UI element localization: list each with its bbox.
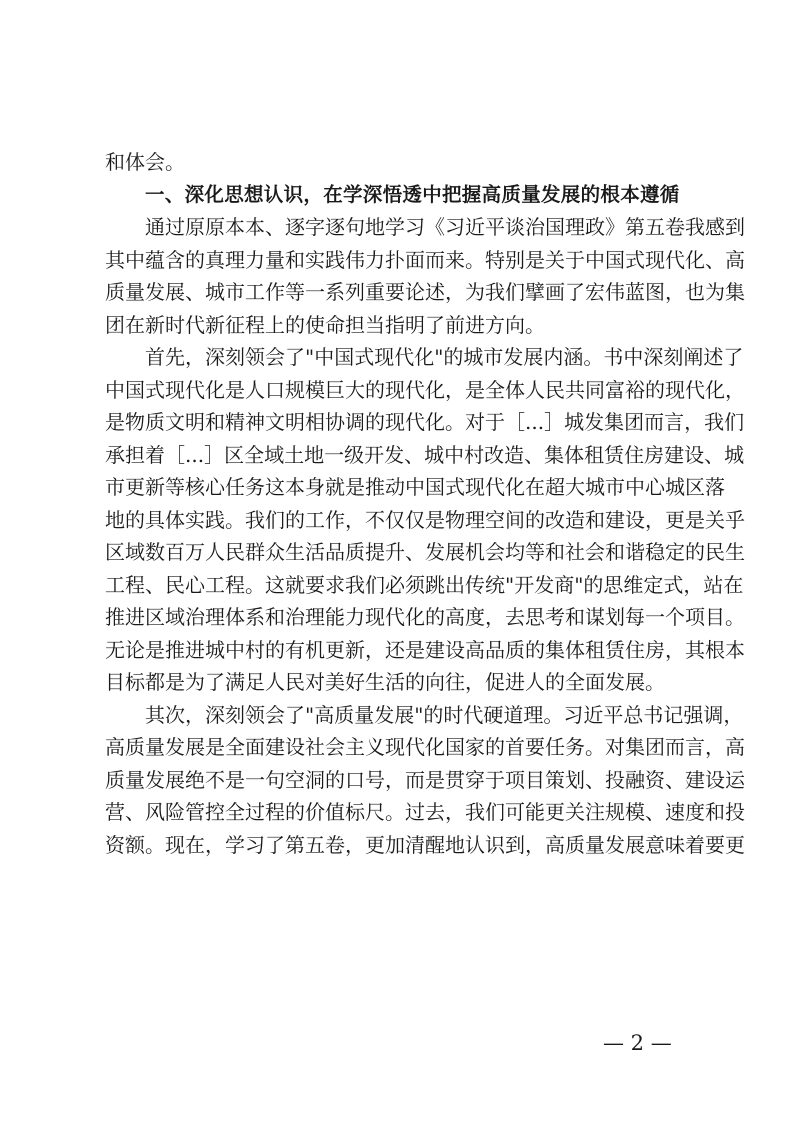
- text-line: 是物质文明和精神文明相协调的现代化。对于［...］城发集团而言，我们: [105, 410, 745, 434]
- text-line: 市更新等核心任务这本身就是推动中国式现代化在超大城市中心城区落: [105, 475, 725, 499]
- page-number: — 2 —: [603, 1031, 672, 1055]
- document-body: [105, 146, 745, 861]
- text-line: 承担着［...］区全域土地一级开发、城中村改造、集体租赁住房建设、城: [105, 442, 745, 467]
- text-line: 质量发展绝不是一句空洞的口号，而是贯穿于项目策划、投融资、建设运: [105, 767, 745, 792]
- section-heading: 一、深化思想认识，在学深悟透中把握高质量发展的根本遵循: [145, 182, 680, 206]
- text-line: 通过原原本本、逐字逐句地学习《习近平谈治国理政》第五卷我感到: [145, 215, 745, 239]
- text-line: 目标都是为了满足人民对美好生活的向往，促进人的全面发展。: [105, 670, 665, 694]
- text-line: 质量发展、城市工作等一系列重要论述，为我们擘画了宏伟蓝图，也为集: [105, 280, 745, 304]
- text-line: 其中蕴含的真理力量和实践伟力扑面而来。特别是关于中国式现代化、高: [105, 247, 745, 272]
- text-line: 其次，深刻领会了"高质量发展"的时代硬道理。习近平总书记强调，: [145, 702, 744, 727]
- text-line: 营、风险管控全过程的价值标尺。过去，我们可能更关注规模、速度和投: [105, 800, 745, 824]
- text-line: 和体会。: [105, 150, 185, 174]
- text-line: 资额。现在，学习了第五卷，更加清醒地认识到，高质量发展意味着要更: [105, 832, 745, 857]
- text-line: 无论是推进城中村的有机更新，还是建设高品质的集体租赁住房，其根本: [105, 637, 745, 662]
- text-line: 区域数百万人民群众生活品质提升、发展机会均等和社会和谐稳定的民生: [105, 540, 745, 564]
- text-line: 首先，深刻领会了"中国式现代化"的城市发展内涵。书中深刻阐述了: [145, 345, 744, 369]
- text-line: 团在新时代新征程上的使命担当指明了前进方向。: [105, 312, 545, 337]
- text-line: 中国式现代化是人口规模巨大的现代化，是全体人民共同富裕的现代化，: [105, 377, 745, 402]
- text-line: 地的具体实践。我们的工作，不仅仅是物理空间的改造和建设，更是关乎: [105, 507, 745, 532]
- text-line: 推进区域治理体系和治理能力现代化的高度，去思考和谋划每一个项目。: [105, 605, 745, 629]
- text-line: 工程、民心工程。这就要求我们必须跳出传统"开发商"的思维定式，站在: [105, 572, 744, 597]
- text-line: 高质量发展是全面建设社会主义现代化国家的首要任务。对集团而言，高: [105, 735, 745, 759]
